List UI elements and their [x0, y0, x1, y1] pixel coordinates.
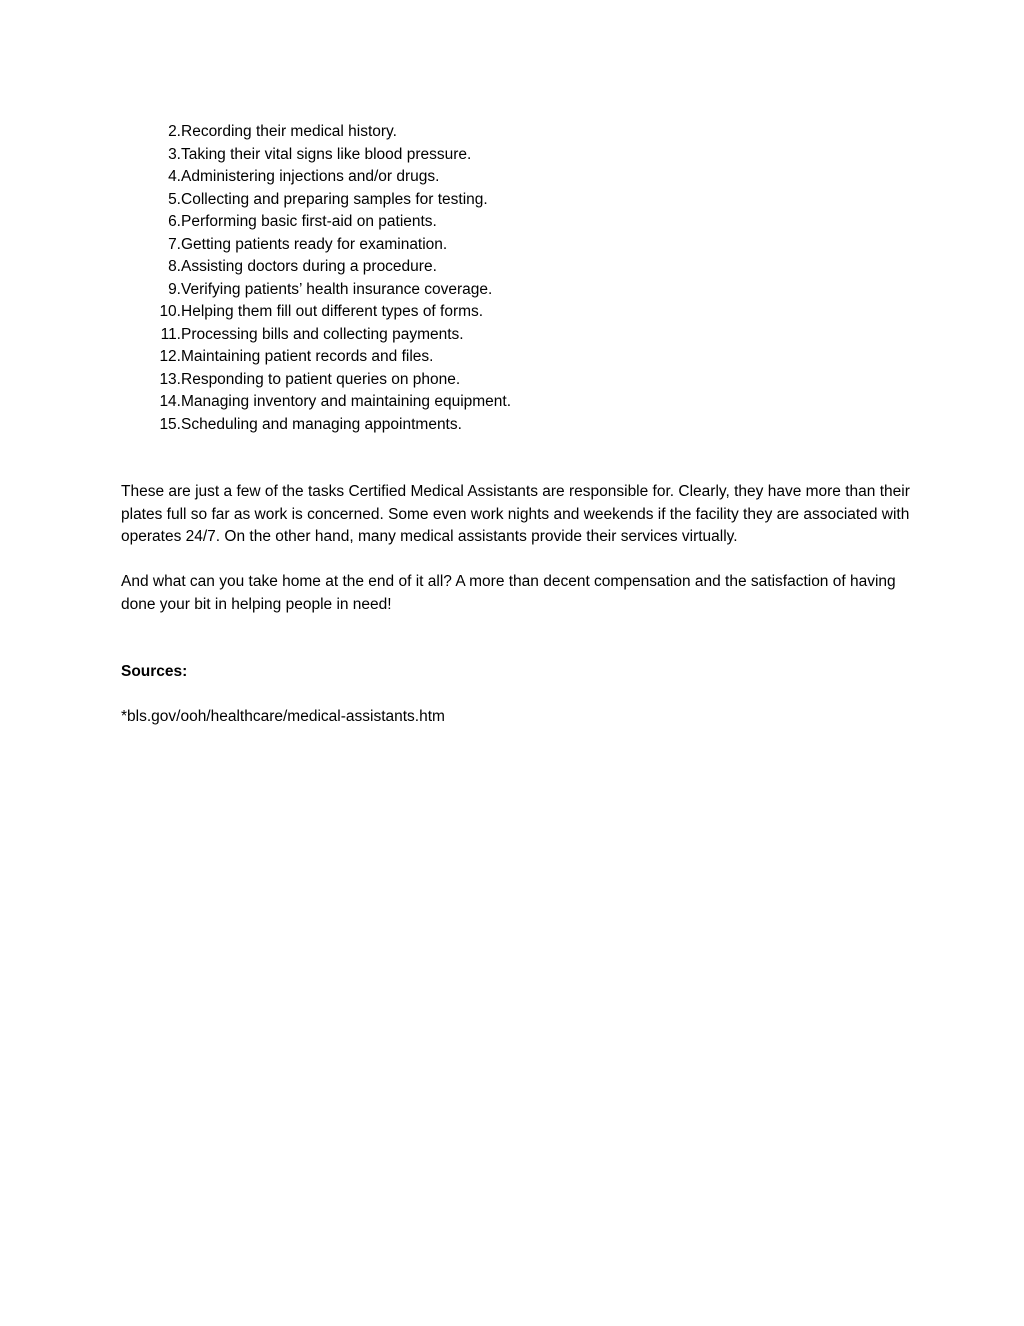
list-item — [121, 256, 911, 279]
list-item-text: Getting patients ready for examination. — [181, 235, 448, 253]
list-item-text: Maintaining patient records and files. — [181, 348, 434, 365]
compensation-paragraph: And what can you take home at the end of it all? A more than decent compensation and the satisfaction of having done your bit in helping people in need! — [121, 573, 896, 613]
list-item-number: 7. — [168, 235, 181, 253]
list-item — [121, 234, 911, 257]
list-item — [121, 391, 911, 414]
list-item-text: Assisting doctors during a procedure. — [181, 258, 437, 275]
list-item-text: Performing basic first-aid on patients. — [181, 213, 437, 230]
list-item-text: Processing bills and collecting payments. — [181, 325, 464, 343]
list-item-number: 3. — [168, 145, 181, 163]
list-item-number: 11. — [160, 325, 181, 343]
list-item — [121, 121, 911, 144]
list-item — [121, 211, 911, 234]
list-item-number: 4. — [168, 168, 181, 185]
page-content — [121, 121, 911, 729]
list-item — [121, 189, 911, 212]
list-item-number: 13. — [159, 370, 181, 388]
list-item-text: Helping them fill out different types of forms. — [181, 303, 484, 320]
list-item-text: Responding to patient queries on phone. — [181, 370, 461, 388]
list-item-number: 6. — [168, 213, 181, 230]
sources-heading: Sources: — [121, 663, 188, 680]
source-citation: *bls.gov/ooh/healthcare/medical-assistants.htm — [121, 708, 445, 725]
list-item — [121, 301, 911, 324]
list-item — [121, 324, 911, 347]
list-item-text: Taking their vital signs like blood pressure. — [181, 145, 472, 163]
list-item — [121, 346, 911, 369]
list-item-number: 15. — [159, 415, 181, 433]
task-list — [121, 121, 911, 436]
list-item-number: 10. — [159, 303, 181, 320]
list-item-number: 8. — [168, 258, 181, 275]
list-item-text: Collecting and preparing samples for testing. — [181, 190, 488, 208]
list-item-text: Managing inventory and maintaining equipment. — [181, 393, 512, 410]
list-item-text: Administering injections and/or drugs. — [181, 168, 440, 185]
list-item-number: 2. — [168, 123, 181, 140]
list-item-text: Verifying patients’ health insurance coverage. — [181, 280, 493, 298]
list-item — [121, 166, 911, 189]
list-item — [121, 414, 911, 437]
list-item — [121, 144, 911, 167]
list-item-text: Recording their medical history. — [181, 123, 397, 140]
list-item-number: 12. — [159, 348, 181, 365]
list-item-number: 9. — [168, 280, 181, 298]
list-item — [121, 279, 911, 302]
summary-paragraph: These are just a few of the tasks Certified Medical Assistants are responsible for. Clearly, they have more than their plates full so far as work is concerned. Some even work nights and weekends if the facility they are associated with operates 24/7. On the other hand, many medical assistants provide their services virtually. — [121, 483, 910, 545]
list-item — [121, 369, 911, 392]
list-item-number: 5. — [168, 190, 181, 208]
list-item-number: 14. — [159, 393, 181, 410]
list-item-text: Scheduling and managing appointments. — [181, 415, 462, 433]
